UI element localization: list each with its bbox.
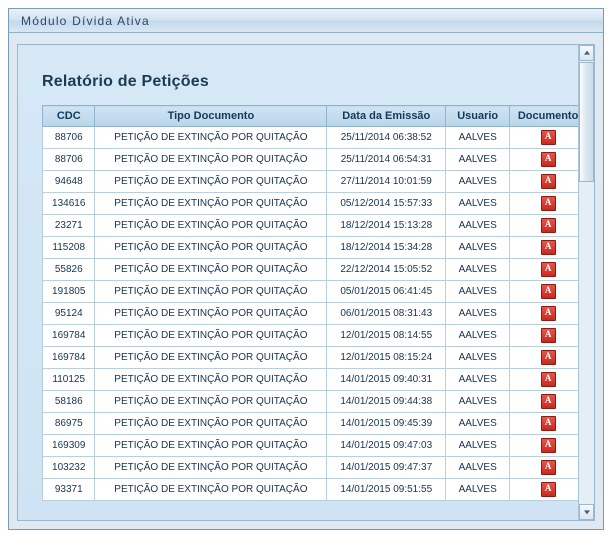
pdf-icon[interactable] (541, 262, 556, 277)
cell-usuario: AALVES (446, 215, 510, 237)
table-row[interactable] (43, 479, 579, 501)
pdf-icon[interactable] (541, 240, 556, 255)
cell-usuario: AALVES (446, 127, 510, 149)
petitions-table (42, 105, 578, 501)
table-body (43, 127, 579, 501)
cell-usuario: AALVES (446, 413, 510, 435)
chevron-down-icon (584, 510, 590, 514)
cell-cdc: 103232 (43, 457, 95, 479)
cell-usuario: AALVES (446, 171, 510, 193)
table-header-row (43, 106, 579, 127)
cell-tipo-documento: PETIÇÃO DE EXTINÇÃO POR QUITAÇÃO (95, 149, 327, 171)
cell-data-emissao: 27/11/2014 10:01:59 (327, 171, 446, 193)
cell-usuario: AALVES (446, 347, 510, 369)
cell-usuario: AALVES (446, 259, 510, 281)
cell-data-emissao: 25/11/2014 06:38:52 (327, 127, 446, 149)
cell-cdc: 169784 (43, 325, 95, 347)
cell-documento (510, 215, 578, 237)
table-row[interactable] (43, 259, 579, 281)
cell-cdc: 58186 (43, 391, 95, 413)
pdf-icon[interactable] (541, 218, 556, 233)
table-row[interactable] (43, 215, 579, 237)
cell-tipo-documento: PETIÇÃO DE EXTINÇÃO POR QUITAÇÃO (95, 325, 327, 347)
scroll-down-button[interactable] (579, 504, 594, 520)
cell-usuario: AALVES (446, 149, 510, 171)
window-body (9, 34, 603, 529)
table-row[interactable] (43, 127, 579, 149)
cell-tipo-documento: PETIÇÃO DE EXTINÇÃO POR QUITAÇÃO (95, 127, 327, 149)
cell-data-emissao: 05/12/2014 15:57:33 (327, 193, 446, 215)
column-header-usuario[interactable]: Usuario (446, 106, 510, 127)
cell-usuario: AALVES (446, 391, 510, 413)
cell-documento (510, 325, 578, 347)
pdf-icon[interactable] (541, 152, 556, 167)
vertical-scrollbar[interactable] (578, 45, 594, 520)
table-row[interactable] (43, 193, 579, 215)
pdf-icon[interactable] (541, 416, 556, 431)
cell-data-emissao: 14/01/2015 09:44:38 (327, 391, 446, 413)
cell-documento (510, 369, 578, 391)
cell-usuario: AALVES (446, 457, 510, 479)
cell-cdc: 23271 (43, 215, 95, 237)
cell-documento (510, 127, 578, 149)
pdf-icon[interactable] (541, 372, 556, 387)
cell-usuario: AALVES (446, 237, 510, 259)
table-row[interactable] (43, 171, 579, 193)
cell-tipo-documento: PETIÇÃO DE EXTINÇÃO POR QUITAÇÃO (95, 347, 327, 369)
cell-documento (510, 303, 578, 325)
cell-usuario: AALVES (446, 435, 510, 457)
pdf-icon[interactable] (541, 306, 556, 321)
pdf-icon[interactable] (541, 460, 556, 475)
pdf-icon[interactable] (541, 328, 556, 343)
cell-tipo-documento: PETIÇÃO DE EXTINÇÃO POR QUITAÇÃO (95, 479, 327, 501)
cell-data-emissao: 14/01/2015 09:45:39 (327, 413, 446, 435)
cell-tipo-documento: PETIÇÃO DE EXTINÇÃO POR QUITAÇÃO (95, 303, 327, 325)
table-row[interactable] (43, 435, 579, 457)
cell-data-emissao: 05/01/2015 06:41:45 (327, 281, 446, 303)
pdf-icon[interactable] (541, 284, 556, 299)
cell-documento (510, 281, 578, 303)
cell-documento (510, 391, 578, 413)
table-row[interactable] (43, 237, 579, 259)
report-scroll-area (18, 45, 578, 520)
table-row[interactable] (43, 413, 579, 435)
cell-cdc: 93371 (43, 479, 95, 501)
content-frame (17, 44, 595, 521)
cell-cdc: 134616 (43, 193, 95, 215)
table-row[interactable] (43, 325, 579, 347)
table-row[interactable] (43, 303, 579, 325)
cell-cdc: 115208 (43, 237, 95, 259)
cell-data-emissao: 18/12/2014 15:34:28 (327, 237, 446, 259)
pdf-icon[interactable] (541, 394, 556, 409)
cell-tipo-documento: PETIÇÃO DE EXTINÇÃO POR QUITAÇÃO (95, 369, 327, 391)
window-title: Módulo Dívida Ativa (21, 13, 150, 28)
cell-cdc: 55826 (43, 259, 95, 281)
cell-cdc: 86975 (43, 413, 95, 435)
cell-data-emissao: 18/12/2014 15:13:28 (327, 215, 446, 237)
table-row[interactable] (43, 347, 579, 369)
cell-tipo-documento: PETIÇÃO DE EXTINÇÃO POR QUITAÇÃO (95, 259, 327, 281)
cell-cdc: 191805 (43, 281, 95, 303)
cell-data-emissao: 25/11/2014 06:54:31 (327, 149, 446, 171)
page-title: Relatório de Petições (42, 73, 209, 90)
cell-data-emissao: 14/01/2015 09:47:37 (327, 457, 446, 479)
pdf-icon[interactable] (541, 174, 556, 189)
window-title-bar (9, 9, 603, 33)
table-row[interactable] (43, 457, 579, 479)
pdf-icon[interactable] (541, 482, 556, 497)
cell-documento (510, 149, 578, 171)
application-window (8, 8, 604, 530)
cell-cdc: 169309 (43, 435, 95, 457)
cell-usuario: AALVES (446, 325, 510, 347)
cell-cdc: 94648 (43, 171, 95, 193)
table-row[interactable] (43, 369, 579, 391)
cell-documento (510, 457, 578, 479)
cell-documento (510, 237, 578, 259)
cell-data-emissao: 12/01/2015 08:14:55 (327, 325, 446, 347)
column-header-cdc[interactable]: CDC (43, 106, 95, 127)
cell-data-emissao: 06/01/2015 08:31:43 (327, 303, 446, 325)
cell-usuario: AALVES (446, 479, 510, 501)
chevron-up-icon (584, 51, 590, 55)
cell-documento (510, 259, 578, 281)
cell-tipo-documento: PETIÇÃO DE EXTINÇÃO POR QUITAÇÃO (95, 215, 327, 237)
table-row[interactable] (43, 391, 579, 413)
cell-usuario: AALVES (446, 369, 510, 391)
scrollbar-thumb[interactable] (579, 62, 594, 182)
cell-data-emissao: 14/01/2015 09:47:03 (327, 435, 446, 457)
cell-tipo-documento: PETIÇÃO DE EXTINÇÃO POR QUITAÇÃO (95, 413, 327, 435)
cell-tipo-documento: PETIÇÃO DE EXTINÇÃO POR QUITAÇÃO (95, 237, 327, 259)
column-header-data-emissao[interactable]: Data da Emissão (327, 106, 446, 127)
table-row[interactable] (43, 149, 579, 171)
pdf-icon[interactable] (541, 438, 556, 453)
cell-documento (510, 479, 578, 501)
cell-usuario: AALVES (446, 281, 510, 303)
cell-cdc: 95124 (43, 303, 95, 325)
cell-cdc: 169784 (43, 347, 95, 369)
pdf-icon[interactable] (541, 196, 556, 211)
cell-data-emissao: 14/01/2015 09:40:31 (327, 369, 446, 391)
column-header-tipo-documento[interactable]: Tipo Documento (95, 106, 327, 127)
cell-tipo-documento: PETIÇÃO DE EXTINÇÃO POR QUITAÇÃO (95, 435, 327, 457)
scroll-up-button[interactable] (579, 45, 594, 61)
cell-data-emissao: 22/12/2014 15:05:52 (327, 259, 446, 281)
cell-data-emissao: 12/01/2015 08:15:24 (327, 347, 446, 369)
cell-tipo-documento: PETIÇÃO DE EXTINÇÃO POR QUITAÇÃO (95, 171, 327, 193)
cell-cdc: 88706 (43, 127, 95, 149)
column-header-documento[interactable]: Documento (510, 106, 578, 127)
cell-tipo-documento: PETIÇÃO DE EXTINÇÃO POR QUITAÇÃO (95, 457, 327, 479)
cell-usuario: AALVES (446, 303, 510, 325)
cell-documento (510, 413, 578, 435)
cell-documento (510, 435, 578, 457)
cell-usuario: AALVES (446, 193, 510, 215)
cell-cdc: 88706 (43, 149, 95, 171)
table-row[interactable] (43, 281, 579, 303)
cell-cdc: 110125 (43, 369, 95, 391)
pdf-icon[interactable] (541, 350, 556, 365)
cell-tipo-documento: PETIÇÃO DE EXTINÇÃO POR QUITAÇÃO (95, 391, 327, 413)
cell-documento (510, 171, 578, 193)
cell-documento (510, 193, 578, 215)
pdf-icon[interactable] (541, 130, 556, 145)
cell-tipo-documento: PETIÇÃO DE EXTINÇÃO POR QUITAÇÃO (95, 281, 327, 303)
cell-tipo-documento: PETIÇÃO DE EXTINÇÃO POR QUITAÇÃO (95, 193, 327, 215)
cell-data-emissao: 14/01/2015 09:51:55 (327, 479, 446, 501)
cell-documento (510, 347, 578, 369)
